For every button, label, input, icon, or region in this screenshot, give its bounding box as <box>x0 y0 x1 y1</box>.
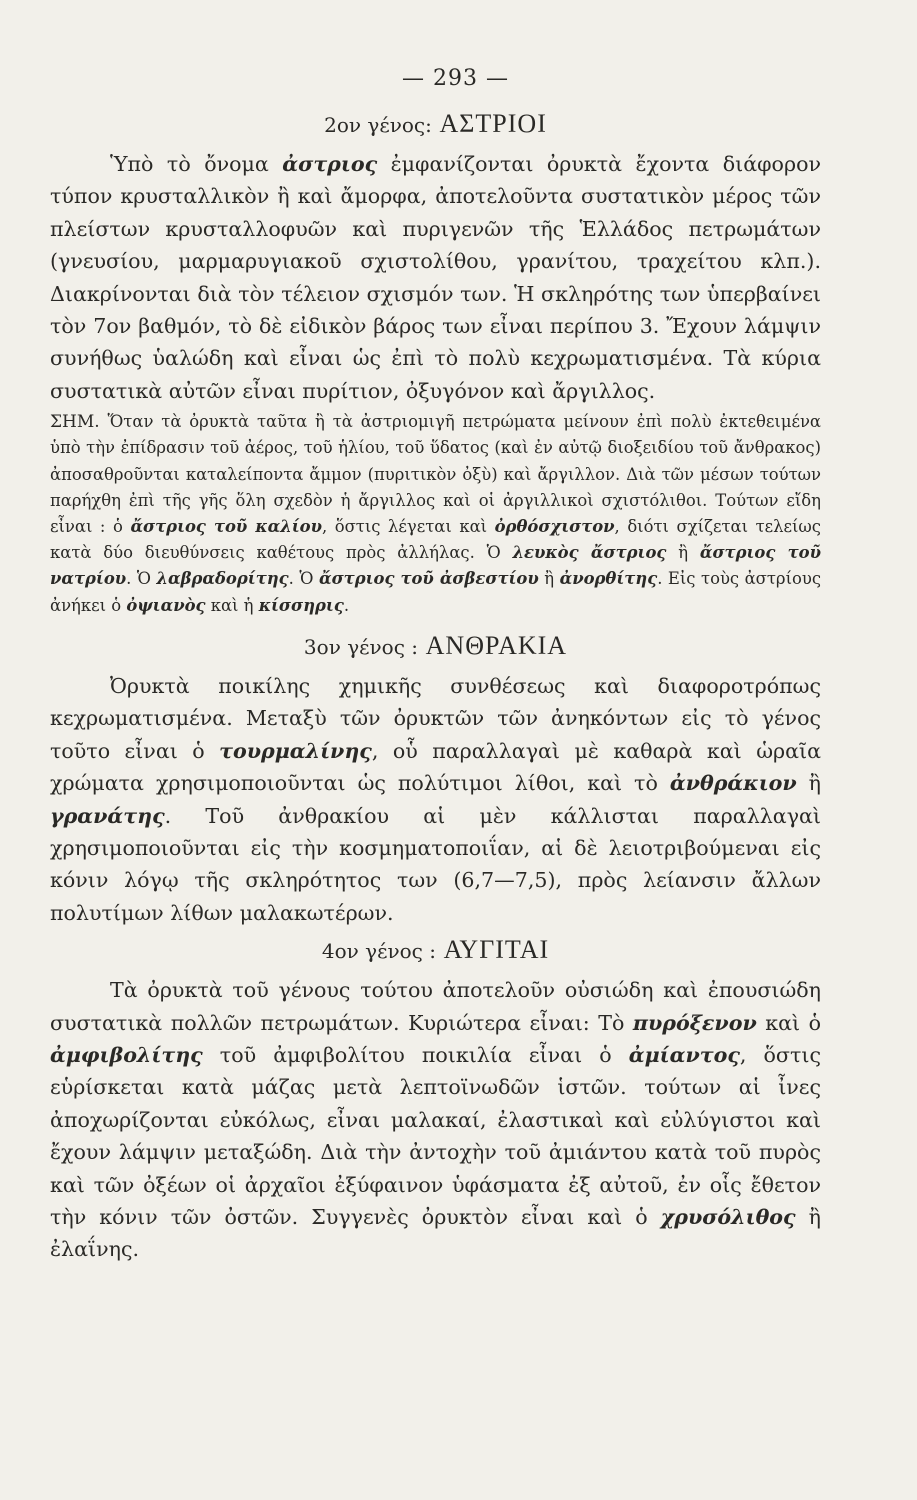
section-astrioi <box>50 107 821 619</box>
section-label: 3ον γένος : <box>303 634 419 659</box>
section-paragraph: Ὀρυκτὰ ποικίλης χημικῆς συνθέσεως καὶ διαφοροτρόπως κεχρωματισμένα. Μεταξὺ τῶν ὀρυκτῶν τῶν ἀνηκόντων εἰς τὸ γένος τοῦτο εἶναι ὁ τουρμαλίνης, οὗ παραλλαγαὶ μὲ καθαρὰ καὶ ὡραῖα χρώματα χρησιμοποιοῦνται ὡς πολύτιμοι λίθοι, καὶ τὸ ἀνθράκιον ἢ γρανάτης. Τοῦ ἀνθρακίου αἱ μὲν κάλλισται παραλλαγαὶ χρησιμοποιοῦνται εἰς τὴν κοσμηματοποιΐαν, αἱ δὲ λειοτριβούμεναι εἰς κόνιν λόγῳ τῆς σκληρότητος των (6,7—7,5), πρὸς λείανσιν ἄλλων πολυτίμων λίθων μαλακωτέρων. <box>50 673 822 925</box>
section-paragraph: Ὑπὸ τὸ ὄνομα ἀστριος ἐμφανίζονται ὀρυκτὰ ἔχοντα διάφορον τύπον κρυσταλλικὸν ἢ καὶ ἄμορφα, ἀποτελοῦντα συστατικὸν μέρος τῶν πλείστων κρυσταλλοφυῶν καὶ πυριγενῶν τῆς Ἑλλάδος πετρωμάτων (γνευσίου, μαρμαρυγιακοῦ σχιστολίθου, γρανίτου, τραχείτου κλπ.). Διακρίνονται διὰ τὸν τέλειον σχισμόν των. Ἡ σκληρότης των ὑπερβαίνει τὸν 7ον βαθμόν, τὸ δὲ εἰδικὸν βάρος των εἶναι περίπου 3. Ἔχουν λάμψιν συνήθως ὑαλώδη καὶ εἶναι ὡς ἐπὶ τὸ πολὺ κεχρωματισμένα. Τὰ κύρια συστατικὰ αὐτῶν εἶναι πυρίτιον, ὀξυγόνον καὶ ἄργιλλος. <box>50 152 821 403</box>
emphasized-term: λευκὸς ἄστριος <box>512 543 667 563</box>
emphasized-term: ἀμφιβολίτης <box>50 1042 203 1067</box>
emphasized-term: ἀνορθίτης <box>559 569 658 589</box>
section-paragraph: Τὰ ὀρυκτὰ τοῦ γένους τούτου ἀποτελοῦν οὐσιώδη καὶ ἐπουσιώδη συστατικὰ πολλῶν πετρωμάτων. Κυριώτερα εἶναι: Τὸ πυρόξενον καὶ ὁ ἀμφιβολίτης τοῦ ἀμφιβολίτου ποικιλία εἶναι ὁ ἀμίαντος, ὅστις εὑρίσκεται κατὰ μάζας μετὰ λεπτοϊνωδῶν ἱστῶν. τούτων αἱ ἶνες ἀποχωρίζονται εὐκόλως, εἶναι μαλακαί, ἐλαστικαὶ καὶ εὐλύγιστοι καὶ ἔχουν λάμψιν μεταξώδη. Διὰ τὴν ἀντοχὴν τοῦ ἀμιάντου κατὰ τοῦ πυρὸς καὶ τῶν ὀξέων οἱ ἀρχαῖοι ἐξύφαινον ὑφάσματα ἐξ αὐτοῦ, ἐν οἷς ἔθετον τὴν κόνιν τῶν ὀστῶν. Συγγενὲς ὀρυκτὸν εἶναι καὶ ὁ χρυσόλιθος ἢ ἐλαΐνης. <box>50 978 822 1262</box>
section-heading <box>50 629 821 664</box>
section-label: 2ον γένος: <box>324 113 432 137</box>
section-label: 4ον γένος : <box>321 939 436 964</box>
emphasized-term: πυρόξενον <box>632 1010 757 1035</box>
emphasized-term: ἀστριος <box>282 152 378 176</box>
section-title: ΑΥΓΙΤΑΙ <box>443 935 550 965</box>
emphasized-term: λαβραδορίτης <box>156 569 289 589</box>
page-number: — 293 — <box>402 66 509 91</box>
section-title: ΑΝΘΡΑΚΙΑ <box>425 630 568 660</box>
emphasized-term: γρανάτης <box>50 803 165 828</box>
section-heading <box>50 107 821 142</box>
section-heading <box>50 933 821 968</box>
emphasized-term: ἄστριος τοῦ νατρίου <box>50 543 821 589</box>
footnote: ΣΗΜ. Ὅταν τὰ ὀρυκτὰ ταῦτα ἢ τὰ ἀστριομιγῆ πετρώματα μείνουν ἐπὶ πολὺ ἐκτεθειμένα ὑπὸ τὴν ἐπίδρασιν τοῦ ἀέρος, τοῦ ἡλίου, τοῦ ὕδατος (καὶ ἐν αὐτῷ διοξειδίου τοῦ ἄνθρακος) ἀποσαθροῦνται καταλείποντα ἄμμον (πυριτικὸν ὀξὺ) καὶ ἄργιλλον. Διὰ τῶν μέσων τούτων παρήχθη ἐπὶ τῆς γῆς ὅλη σχεδὸν ἡ ἄργιλλος καὶ οἱ ἀργιλλικοὶ σχιστόλιθοι. Τούτων εἴδη εἶναι : ὁ ἄστριος τοῦ καλίου, ὅστις λέγεται καὶ ὀρθόσχιστον, διότι σχίζεται τελείως κατὰ δύο διευθύνσεις καθέτους πρὸς ἀλλήλας. Ὁ λευκὸς ἄστριος ἢ ἄστριος τοῦ νατρίου. Ὁ λαβραδορίτης. Ὁ ἄστριος τοῦ ἀσβεστίου ἢ ἀνορθίτης. Εἰς τοὺς ἀστρίους ἀνήκει ὁ ὀψιανὸς καὶ ἡ κίσσηρις. <box>50 412 822 615</box>
emphasized-term: ἄστριος τοῦ καλίου <box>130 517 322 537</box>
emphasized-term: ἀμίαντος <box>628 1042 740 1067</box>
emphasized-term: ἀνθράκιον <box>669 771 797 796</box>
emphasized-term: τουρμαλίνης <box>219 738 372 763</box>
emphasized-term: ὀψιανὸς <box>126 595 206 615</box>
emphasized-term: ὀρθόσχιστον <box>494 517 615 537</box>
emphasized-term: χρυσόλιθος <box>660 1204 796 1229</box>
section-augitai <box>50 933 821 1266</box>
emphasized-term: ἄστριος τοῦ ἀσβεστίου <box>318 569 539 589</box>
section-anthrakia <box>50 629 821 929</box>
emphasized-term: κίσσηρις <box>258 595 344 615</box>
section-title: ΑΣΤΡΙΟΙ <box>439 109 547 138</box>
note-lead: ΣΗΜ. <box>50 412 100 433</box>
